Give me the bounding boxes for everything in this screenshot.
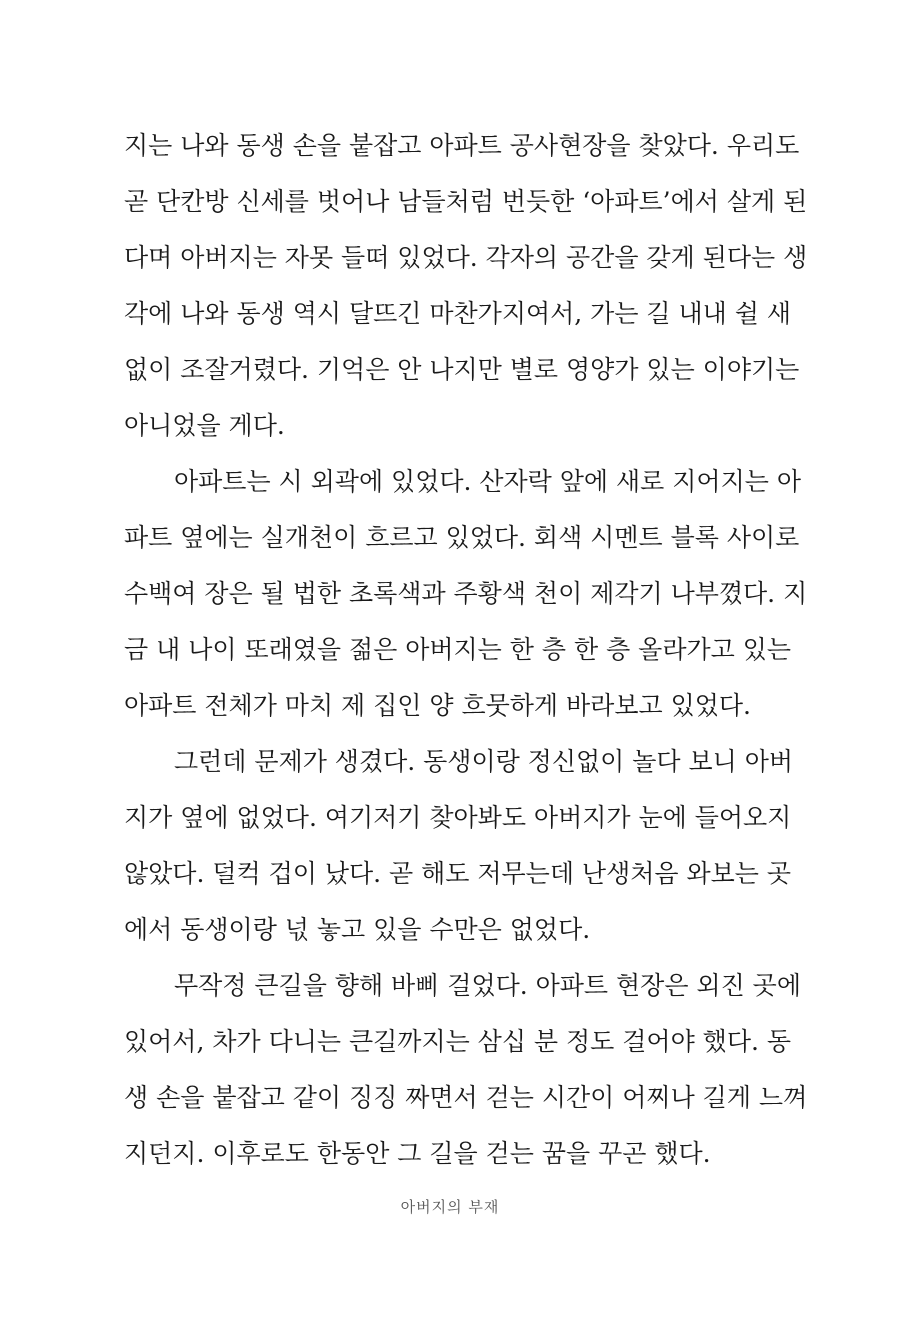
text-line: 있어서, 차가 다니는 큰길까지는 삼십 분 정도 걸어야 했다. 동	[124, 1027, 792, 1056]
text-line: 다며 아버지는 자못 들떠 있었다. 각자의 공간을 갖게 된다는 생	[124, 243, 808, 272]
text-line: 지는 나와 동생 손을 붙잡고 아파트 공사현장을 찾았다. 우리도	[124, 131, 800, 160]
text-line: 파트 옆에는 실개천이 흐르고 있었다. 회색 시멘트 블록 사이로	[124, 523, 800, 552]
text-line: 없이 조잘거렸다. 기억은 안 나지만 별로 영양가 있는 이야기는	[124, 355, 800, 384]
text-line: 않았다. 덜컥 겁이 났다. 곧 해도 저무는데 난생처음 와보는 곳	[124, 859, 792, 888]
text-line: 수백여 장은 될 법한 초록색과 주황색 천이 제각기 나부꼈다. 지	[124, 579, 808, 608]
text-line: 에서 동생이랑 넋 놓고 있을 수만은 없었다.	[124, 915, 591, 944]
text-line: 지가 옆에 없었다. 여기저기 찾아봐도 아버지가 눈에 들어오지	[124, 803, 792, 832]
body-text	[124, 118, 808, 1182]
text-line: 곧 단칸방 신세를 벗어나 남들처럼 번듯한 ‘아파트’에서 살게 된	[124, 187, 808, 216]
running-footer-title: 아버지의 부재	[400, 1198, 500, 1216]
text-line: 지던지. 이후로도 한동안 그 길을 걷는 꿈을 꾸곤 했다.	[124, 1139, 711, 1168]
text-line: 아파트는 시 외곽에 있었다. 산자락 앞에 새로 지어지는 아	[174, 467, 801, 496]
text-line: 각에 나와 동생 역시 달뜨긴 마찬가지여서, 가는 길 내내 쉴 새	[124, 299, 792, 328]
text-line: 아파트 전체가 마치 제 집인 양 흐뭇하게 바라보고 있었다.	[124, 691, 751, 720]
text-line: 아니었을 게다.	[124, 411, 285, 440]
text-line: 무작정 큰길을 향해 바삐 걸었다. 아파트 현장은 외진 곳에	[174, 971, 801, 1000]
text-line: 그런데 문제가 생겼다. 동생이랑 정신없이 놀다 보니 아버	[174, 747, 794, 776]
text-line: 금 내 나이 또래였을 젊은 아버지는 한 층 한 층 올라가고 있는	[124, 635, 792, 664]
text-line: 생 손을 붙잡고 같이 징징 짜면서 걷는 시간이 어찌나 길게 느껴	[124, 1083, 808, 1112]
